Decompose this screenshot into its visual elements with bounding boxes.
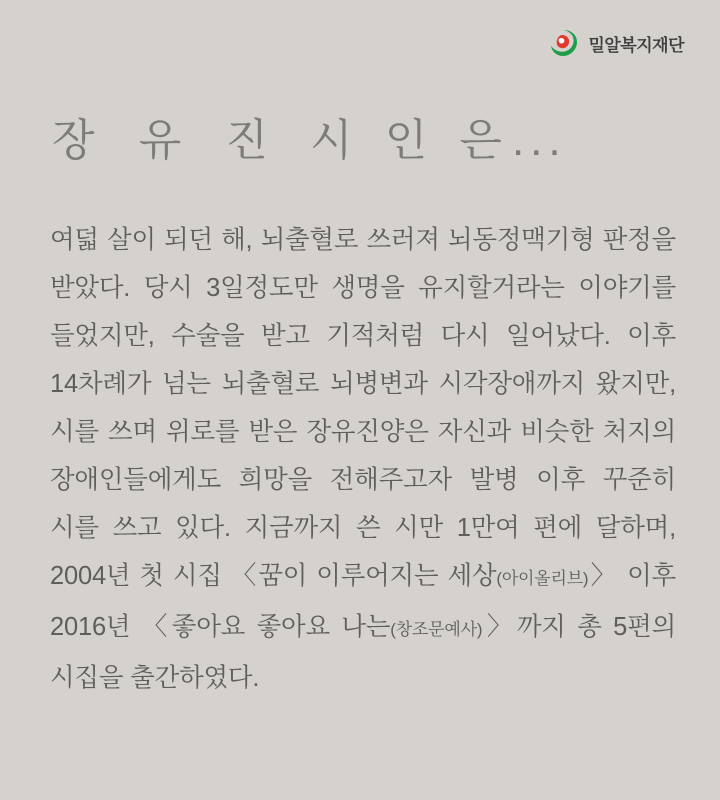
publisher-note: (창조문예사) — [390, 620, 483, 639]
foundation-logo — [549, 28, 684, 58]
foundation-name: 밀알복지재단 — [588, 35, 684, 55]
paragraph-segment: 〉까지 총 5편의 시집을 출간하였다. — [50, 613, 677, 692]
paragraph-segment: 여덟 살이 되던 해, 뇌출혈로 쓰러져 뇌동정맥기형 판정을 받았다. 당시 3일정도만 생명을 유지할거라는 이야기를 들었지만, 수술을 받고 기적처럼 다시 일어났다. 이후 14차례가 넘는 뇌출혈로 뇌병변과 시각장애까지 왔지만, 시를 쓰며 위로를 받은 장유진양은 자신과 비슷한 처지의 장애인들에게도 희망을 전해주고자 발병 이후 꾸준히 시를 쓰고 있다. 지금까지 쓴 시만 1만여 편에 달하며, 2004년 첫 시집 〈꿈이 이루어지는 세상 — [50, 226, 676, 590]
publisher-note: (아이올리브) — [496, 569, 589, 588]
title-ellipsis: ... — [511, 116, 567, 165]
paragraph-segment: 〉 이후 2016년 〈좋아요 좋아요 나는 — [50, 562, 676, 641]
milal-logo-icon — [549, 28, 579, 58]
poet-name: 장 유 진 — [52, 116, 284, 165]
page-title — [52, 104, 680, 168]
biography-paragraph — [50, 216, 676, 702]
title-suffix: 시 인 은 — [309, 116, 512, 165]
